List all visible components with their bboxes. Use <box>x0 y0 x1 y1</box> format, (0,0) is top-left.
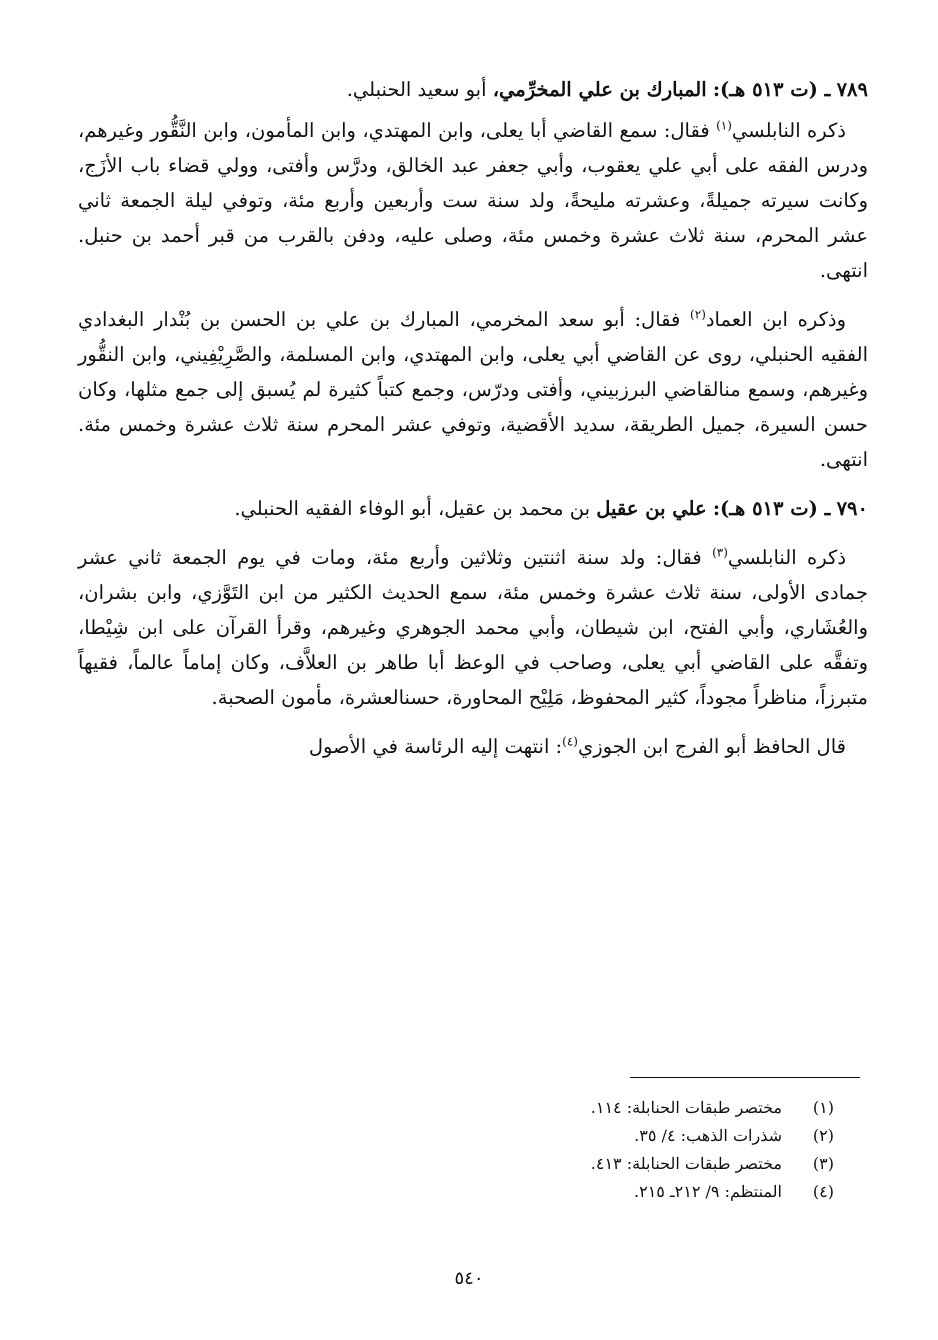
entry-number: ٧٨٩ <box>836 78 868 101</box>
paragraph-intro: وذكره ابن العماد <box>705 308 846 331</box>
footnote-text: المنتظم: ٩/ ٢١٢ـ ٢١٥. <box>634 1182 782 1201</box>
entry-number: ٧٩٠ <box>836 497 868 520</box>
paragraph <box>78 113 868 288</box>
paragraph-intro: ذكره النابلسي <box>731 119 846 142</box>
footnote <box>334 1094 834 1122</box>
footnote-number: (٣) <box>812 1154 834 1173</box>
footnote-ref: (٤) <box>562 734 578 749</box>
footnotes <box>334 1094 834 1206</box>
footnote-ref: (٢) <box>690 307 706 322</box>
paragraph <box>78 302 868 477</box>
entry-date: (ت ٥١٣ هـ): <box>712 78 818 101</box>
paragraph-text: : انتهت إليه الرئاسة في الأصول <box>308 735 563 758</box>
footnote <box>334 1178 834 1206</box>
entry-name: المبارك بن علي المخرِّمي، <box>492 78 707 101</box>
paragraph-text: فقال: ولد سنة اثنتين وثلاثين وأربع مئة، ومات في يوم الجمعة ثاني عشر جمادى الأولى، سنة ثلاث عشرة وخمس مئة، سمع الحديث الكثير من ابن التَوَّزي، وابن بشران، والعُشَاري، وأبي الفتح، ابن شيطان، وأبي محمد الجوهري وغيرهم، وقرأ القرآن على ابن شِيْطا، وتفقَّه على القاضي أبي يعلى، وصاحب في الوعظ أبا طاهر بن العلاَّف، وكان إماماً عالماً، فقيهاً متبرزاً، مناظراً مجوداً، كثير المحفوظ، مَلِيْح المحاورة، حسنالعشرة، مأمون الصحبة. <box>78 546 868 709</box>
entry-790-heading: ٧٩٠ ـ (ت ٥١٣ هـ): علي بن عقيل بن محمد بن عقيل، أبو الوفاء الفقيه الحنبلي. <box>234 497 868 520</box>
entry-date: (ت ٥١٣ هـ): <box>712 497 818 520</box>
footnote-ref: (١) <box>716 118 732 133</box>
footnote-text: مختصر طبقات الحنابلة: ١١٤. <box>590 1098 782 1117</box>
footnote-number: (١) <box>812 1098 834 1117</box>
footnote-ref: (٣) <box>712 545 728 560</box>
footnote-text: مختصر طبقات الحنابلة: ٤١٣. <box>590 1154 782 1173</box>
entry-789-heading: ٧٨٩ ـ (ت ٥١٣ هـ): المبارك بن علي المخرِّمي، أبو سعيد الحنبلي. <box>346 78 868 101</box>
footnote <box>334 1122 834 1150</box>
paragraph <box>78 540 868 715</box>
paragraph-text: فقال: أبو سعد المخرمي، المبارك بن علي بن الحسن بن بُنْدار البغدادي الفقيه الحنبلي، روى عن القاضي أبي يعلى، وابن المهتدي، وابن المسلمة، والصَّرِيْفِيني، وابن النقُّور وغيرهم، وسمع منالقاضي البرزبيني، وأفتى ودرّس، وجمع كتباً كثيرة لم يُسبق إلى جمع مثلها، وكان حسن السيرة، جميل الطريقة، سديد الأقضية، وتوفي عشر المحرم سنة ثلاث عشرة وخمس مئة. انتهى. <box>78 308 868 471</box>
paragraph-text: فقال: سمع القاضي أبا يعلى، وابن المهتدي، وابن المأمون، وابن النَّقُّور وغيرهم، ودرس الفقه على أبي علي يعقوب، وأبي جعفر عبد الخالق، ودرَّس وأفتى، وولي قضاء باب الأزَج، وكانت سيرته جميلةً، وعشرته مليحةً، ولد سنة ست وأربعين وأربع مئة، وتوفي ليلة الجمعة ثاني عشر المحرم، سنة ثلاث عشرة وخمس مئة، وصلى عليه، ودفن بالقرب من قبر أحمد بن حنبل. انتهى. <box>78 119 868 282</box>
page-body <box>78 72 868 764</box>
footnote-number: (٢) <box>812 1126 834 1145</box>
paragraph-intro: قال الحافظ أبو الفرج ابن الجوزي <box>577 735 846 758</box>
paragraph-intro: ذكره النابلسي <box>727 546 846 569</box>
page-number: ٥٤٠ <box>454 1268 484 1289</box>
entry-tail: بن محمد بن عقيل، أبو الوفاء الفقيه الحنبلي. <box>234 497 591 520</box>
footnote <box>334 1150 834 1178</box>
paragraph <box>78 729 868 764</box>
footnote-divider <box>630 1077 860 1078</box>
footnote-number: (٤) <box>812 1182 834 1201</box>
entry-name: علي بن عقيل <box>596 497 707 520</box>
entry-tail: أبو سعيد الحنبلي. <box>346 78 487 101</box>
footnote-text: شذرات الذهب: ٤/ ٣٥. <box>634 1126 782 1145</box>
